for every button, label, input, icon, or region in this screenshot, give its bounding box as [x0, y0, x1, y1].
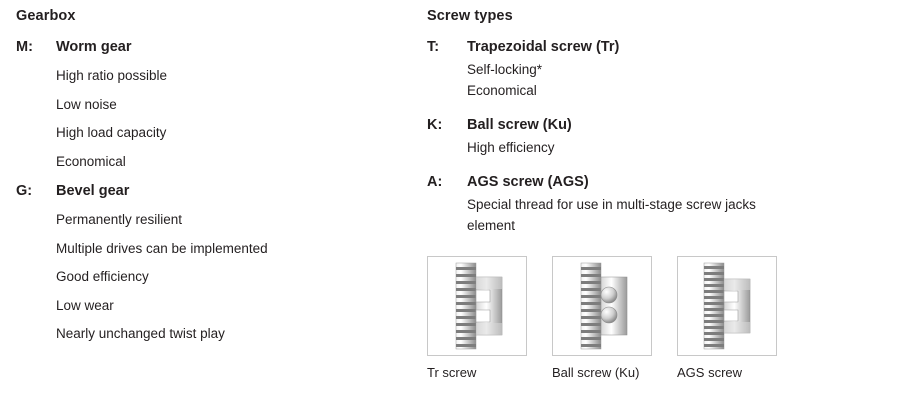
screw-group-trapezoidal-line: Economical — [467, 82, 537, 98]
list-item: Economical — [56, 153, 126, 169]
screw-group-trapezoidal-head — [427, 39, 897, 55]
gearbox-group-worm — [16, 39, 416, 168]
screw-group-ball-title: Ball screw (Ku) — [467, 116, 572, 133]
gearbox-column-title: Gearbox — [16, 8, 76, 24]
screw-group-ags-line: element — [467, 217, 516, 233]
screw-group-trapezoidal-title: Trapezoidal screw (Tr) — [467, 39, 620, 55]
list-item: Permanently resilient — [56, 212, 183, 227]
figure-tr-screw-box — [427, 256, 527, 356]
screw-group-ags — [427, 174, 897, 235]
ball-screw-icon — [553, 257, 651, 355]
screw-group-ags-head — [427, 174, 897, 190]
screw-group-ball-key: K: — [427, 116, 443, 133]
figure-tr-screw — [427, 256, 527, 380]
screw-group-ags-line: Special thread for use in multi-stage screw jacks — [467, 196, 756, 212]
gearbox-group-worm-key: M: — [16, 39, 33, 55]
gearbox-group-bevel-head — [16, 183, 416, 199]
screw-group-ball — [427, 117, 897, 157]
gearbox-group-bevel — [16, 183, 416, 341]
gearbox-group-bevel-key: G: — [16, 183, 33, 199]
screw-figures-row — [427, 256, 897, 380]
figure-ags-screw-box — [677, 256, 777, 356]
trapezoidal-screw-icon — [428, 257, 526, 355]
figure-ball-screw-box — [552, 256, 652, 356]
ags-screw-icon — [678, 257, 776, 355]
screw-group-ball-line: High efficiency — [467, 139, 555, 155]
gearbox-column — [16, 8, 416, 356]
gearbox-group-worm-title: Worm gear — [56, 39, 132, 55]
figure-ball-screw — [552, 256, 652, 380]
screw-figures — [427, 256, 897, 380]
list-item: High load capacity — [56, 125, 167, 140]
gearbox-group-worm-head — [16, 39, 416, 55]
screw-group-trapezoidal — [427, 39, 897, 100]
screw-group-ball-head — [427, 117, 897, 133]
screw-types-column-title: Screw types — [427, 8, 513, 24]
figure-tr-screw-caption: Tr screw — [427, 365, 477, 380]
gearbox-group-bevel-list — [16, 213, 416, 341]
screw-group-trapezoidal-line: Self-locking* — [467, 62, 543, 77]
screw-types-column — [427, 8, 897, 252]
list-item: Good efficiency — [56, 269, 149, 284]
figure-ags-screw-caption: AGS screw — [677, 365, 743, 380]
list-item: Low noise — [56, 96, 117, 112]
screw-group-trapezoidal-key: T: — [427, 39, 440, 55]
gearbox-group-bevel-title: Bevel gear — [56, 183, 130, 199]
list-item: Multiple drives can be implemented — [56, 240, 268, 256]
figure-ags-screw — [677, 256, 777, 380]
gearbox-group-worm-list — [16, 69, 416, 168]
list-item: Low wear — [56, 297, 114, 313]
figure-ball-screw-caption: Ball screw (Ku) — [552, 365, 640, 380]
screw-group-ags-title: AGS screw (AGS) — [467, 173, 589, 190]
list-item: Nearly unchanged twist play — [56, 326, 225, 341]
list-item: High ratio possible — [56, 68, 168, 83]
screw-group-ags-key: A: — [427, 173, 443, 190]
